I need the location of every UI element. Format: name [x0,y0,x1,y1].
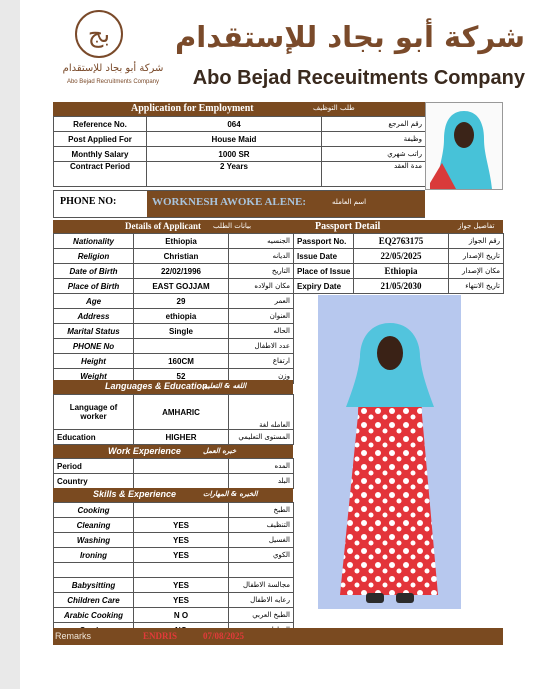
skills-row-value: N O [134,608,229,623]
phone-label: PHONE NO: [60,196,117,207]
logo-arabic-text: شركة أبو بجاد للإستقدام [62,63,164,74]
details-title-arabic: بيانات الطلب [213,222,252,230]
table-row [54,132,426,147]
details-row-label-arabic: العمر [229,294,294,309]
education-label: Education [54,430,134,445]
portrait-photo [426,103,502,189]
passport-row-label-arabic: تاريخ الإصدار [449,249,504,264]
salary-label: Monthly Salary [54,147,147,162]
skills-row-label [54,563,134,578]
table-row [54,474,294,489]
details-title: Details of Applicant [125,221,202,231]
table-row [54,503,294,518]
details-title-bar [53,220,293,233]
table-row [54,518,294,533]
portrait-photo-frame [425,102,503,190]
details-row-value: Christian [134,249,229,264]
passport-row-label-arabic: مكان الإصدار [449,264,504,279]
skills-row-value: YES [134,533,229,548]
languages-title: Languages & Education [105,381,208,391]
passport-title-arabic: تفاصيل جواز [458,222,495,230]
languages-table [53,394,294,445]
table-row [54,279,294,294]
passport-row-value: 21/05/2030 [354,279,449,294]
passport-row-label: Expiry Date [294,279,354,294]
skills-row-label: Babysitting [54,578,134,593]
passport-row-label: Place of Issue [294,264,354,279]
work-row-label-arabic: المده [229,459,294,474]
details-row-value: 22/02/1996 [134,264,229,279]
table-row [54,147,426,162]
reference-value: 064 [147,117,322,132]
table-row [54,249,294,264]
table-row [294,249,504,264]
skills-row-value: YES [134,518,229,533]
language-label-arabic: العامله لغة [229,395,294,430]
table-row [54,354,294,369]
details-row-label-arabic: التاريخ [229,264,294,279]
passport-row-value: Ethiopia [354,264,449,279]
details-row-label: Weight [54,369,134,384]
table-row [54,264,294,279]
skills-row-label-arabic: الغسيل [229,533,294,548]
table-row [54,459,294,474]
details-row-label-arabic: ارتفاع [229,354,294,369]
table-row [54,578,294,593]
skills-row-label-arabic [229,563,294,578]
table-row [54,234,294,249]
work-row-label: Country [54,474,134,489]
details-row-value: 52 [134,369,229,384]
skills-row-label-arabic: الكوي [229,548,294,563]
application-title: Application for Employment [131,103,254,114]
logo-emblem-icon: ﺑﺞ [75,10,123,58]
passport-row-label-arabic: رقم الجواز [449,234,504,249]
table-row [294,279,504,294]
details-row-label-arabic: الجنسيه [229,234,294,249]
skills-row-value: YES [134,548,229,563]
table-row [54,309,294,324]
skills-row-label: Arabic Cooking [54,608,134,623]
table-row [294,234,504,249]
work-table [53,458,294,489]
skills-row-label: Cooking [54,503,134,518]
reference-label-arabic: رقم المرجع [322,117,426,132]
details-row-label: Religion [54,249,134,264]
details-row-value [134,339,229,354]
details-row-label-arabic: عدد الاطفال [229,339,294,354]
passport-row-label-arabic: تاريخ الانتهاء [449,279,504,294]
table-row [54,162,426,187]
phone-name-row [53,190,425,218]
details-row-label: Place of Birth [54,279,134,294]
skills-row-label: Children Care [54,593,134,608]
work-row-label-arabic: البلد [229,474,294,489]
details-row-label-arabic: وزن [229,369,294,384]
remarks-agent: ENDRIS [143,631,178,641]
passport-row-value: 22/05/2025 [354,249,449,264]
table-row [54,608,294,623]
passport-table [293,233,504,294]
details-row-label-arabic: الحاله [229,324,294,339]
reference-label: Reference No. [54,117,147,132]
table-row [294,264,504,279]
skills-row-label-arabic: الطبخ [229,503,294,518]
table-row [54,294,294,309]
education-value: HIGHER [134,430,229,445]
company-name-english: Abo Bejad Receuitments Company [192,67,525,89]
table-row [54,395,294,430]
details-row-label-arabic: الديانه [229,249,294,264]
education-label-arabic: المستوى التعليمي [229,430,294,445]
details-row-label: Address [54,309,134,324]
skills-row-label-arabic: الطبخ العربي [229,608,294,623]
work-row-value [134,459,229,474]
language-value: AMHARIC [134,395,229,430]
salary-value: 1000 SR [147,147,322,162]
table-row [54,117,426,132]
skills-row-value: YES [134,593,229,608]
skills-row-label: Washing [54,533,134,548]
worker-name-label-arabic: اسم العامله [332,198,367,206]
languages-title-arabic: اللغه & التعليم [203,382,247,390]
details-row-label: Height [54,354,134,369]
skills-row-label-arabic: رعايه الاطفال [229,593,294,608]
application-title-arabic: طلب التوظيف [313,104,355,112]
table-row [54,339,294,354]
work-row-label: Period [54,459,134,474]
language-label: Language of worker [54,395,134,430]
post-label-arabic: وظيفة [322,132,426,147]
skills-row-value [134,503,229,518]
details-row-value: Ethiopia [134,234,229,249]
details-row-label: Age [54,294,134,309]
details-row-value: 29 [134,294,229,309]
details-row-label-arabic: مكان الولاده [229,279,294,294]
passport-title: Passport Detail [315,221,381,232]
contract-label-arabic: مدة العقد [322,162,426,187]
passport-row-label: Issue Date [294,249,354,264]
details-row-label: Nationality [54,234,134,249]
languages-title-bar [53,380,293,394]
details-row-label-arabic: العنوان [229,309,294,324]
full-body-photo [318,295,461,609]
passport-title-bar [293,220,503,233]
company-logo [58,10,168,92]
skills-title: Skills & Experience [93,489,177,499]
remarks-bar [53,628,503,645]
skills-row-label: Cleaning [54,518,134,533]
table-row [54,533,294,548]
skills-row-label-arabic: التنظيف [229,518,294,533]
full-body-photo-image [318,295,461,609]
post-label: Post Applied For [54,132,147,147]
skills-table [53,502,294,638]
skills-title-arabic: الخبره & المهارات [203,490,258,498]
skills-row-label: Ironing [54,548,134,563]
contract-label: Contract Period [54,162,147,187]
skills-title-bar [53,488,293,502]
application-title-bar [53,102,425,116]
table-row [54,548,294,563]
skills-row-value [134,563,229,578]
passport-row-value: EQ2763175 [354,234,449,249]
remarks-label: Remarks [55,631,92,641]
details-row-label: PHONE No [54,339,134,354]
table-row [54,563,294,578]
logo-english-text: Abo Bejad Recruitments Company [66,79,160,85]
details-row-value: ethiopia [134,309,229,324]
details-row-value: Single [134,324,229,339]
details-row-label: Marital Status [54,324,134,339]
skills-row-label-arabic: مجالسة الاطفال [229,578,294,593]
work-title-arabic: خبره العمل [203,447,237,455]
work-row-value [134,474,229,489]
contract-value: 2 Years [147,162,322,187]
table-row [54,430,294,445]
worker-name: WORKNESH AWOKE ALENE: [152,196,307,208]
details-row-value: 160CM [134,354,229,369]
company-name-arabic: شركة أبو بجاد للإستقدام [175,20,525,54]
work-title: Work Experience [108,446,181,456]
work-title-bar [53,445,293,458]
application-table [53,116,426,187]
table-row [54,593,294,608]
table-row [54,324,294,339]
passport-row-label: Passport No. [294,234,354,249]
application-page [20,0,559,689]
details-table [53,233,294,384]
post-value: House Maid [147,132,322,147]
details-row-label: Date of Birth [54,264,134,279]
name-field [147,191,425,217]
details-row-value: EAST GOJJAM [134,279,229,294]
remarks-date: 07/08/2025 [203,631,245,641]
salary-label-arabic: راتب شهري [322,147,426,162]
skills-row-value: YES [134,578,229,593]
